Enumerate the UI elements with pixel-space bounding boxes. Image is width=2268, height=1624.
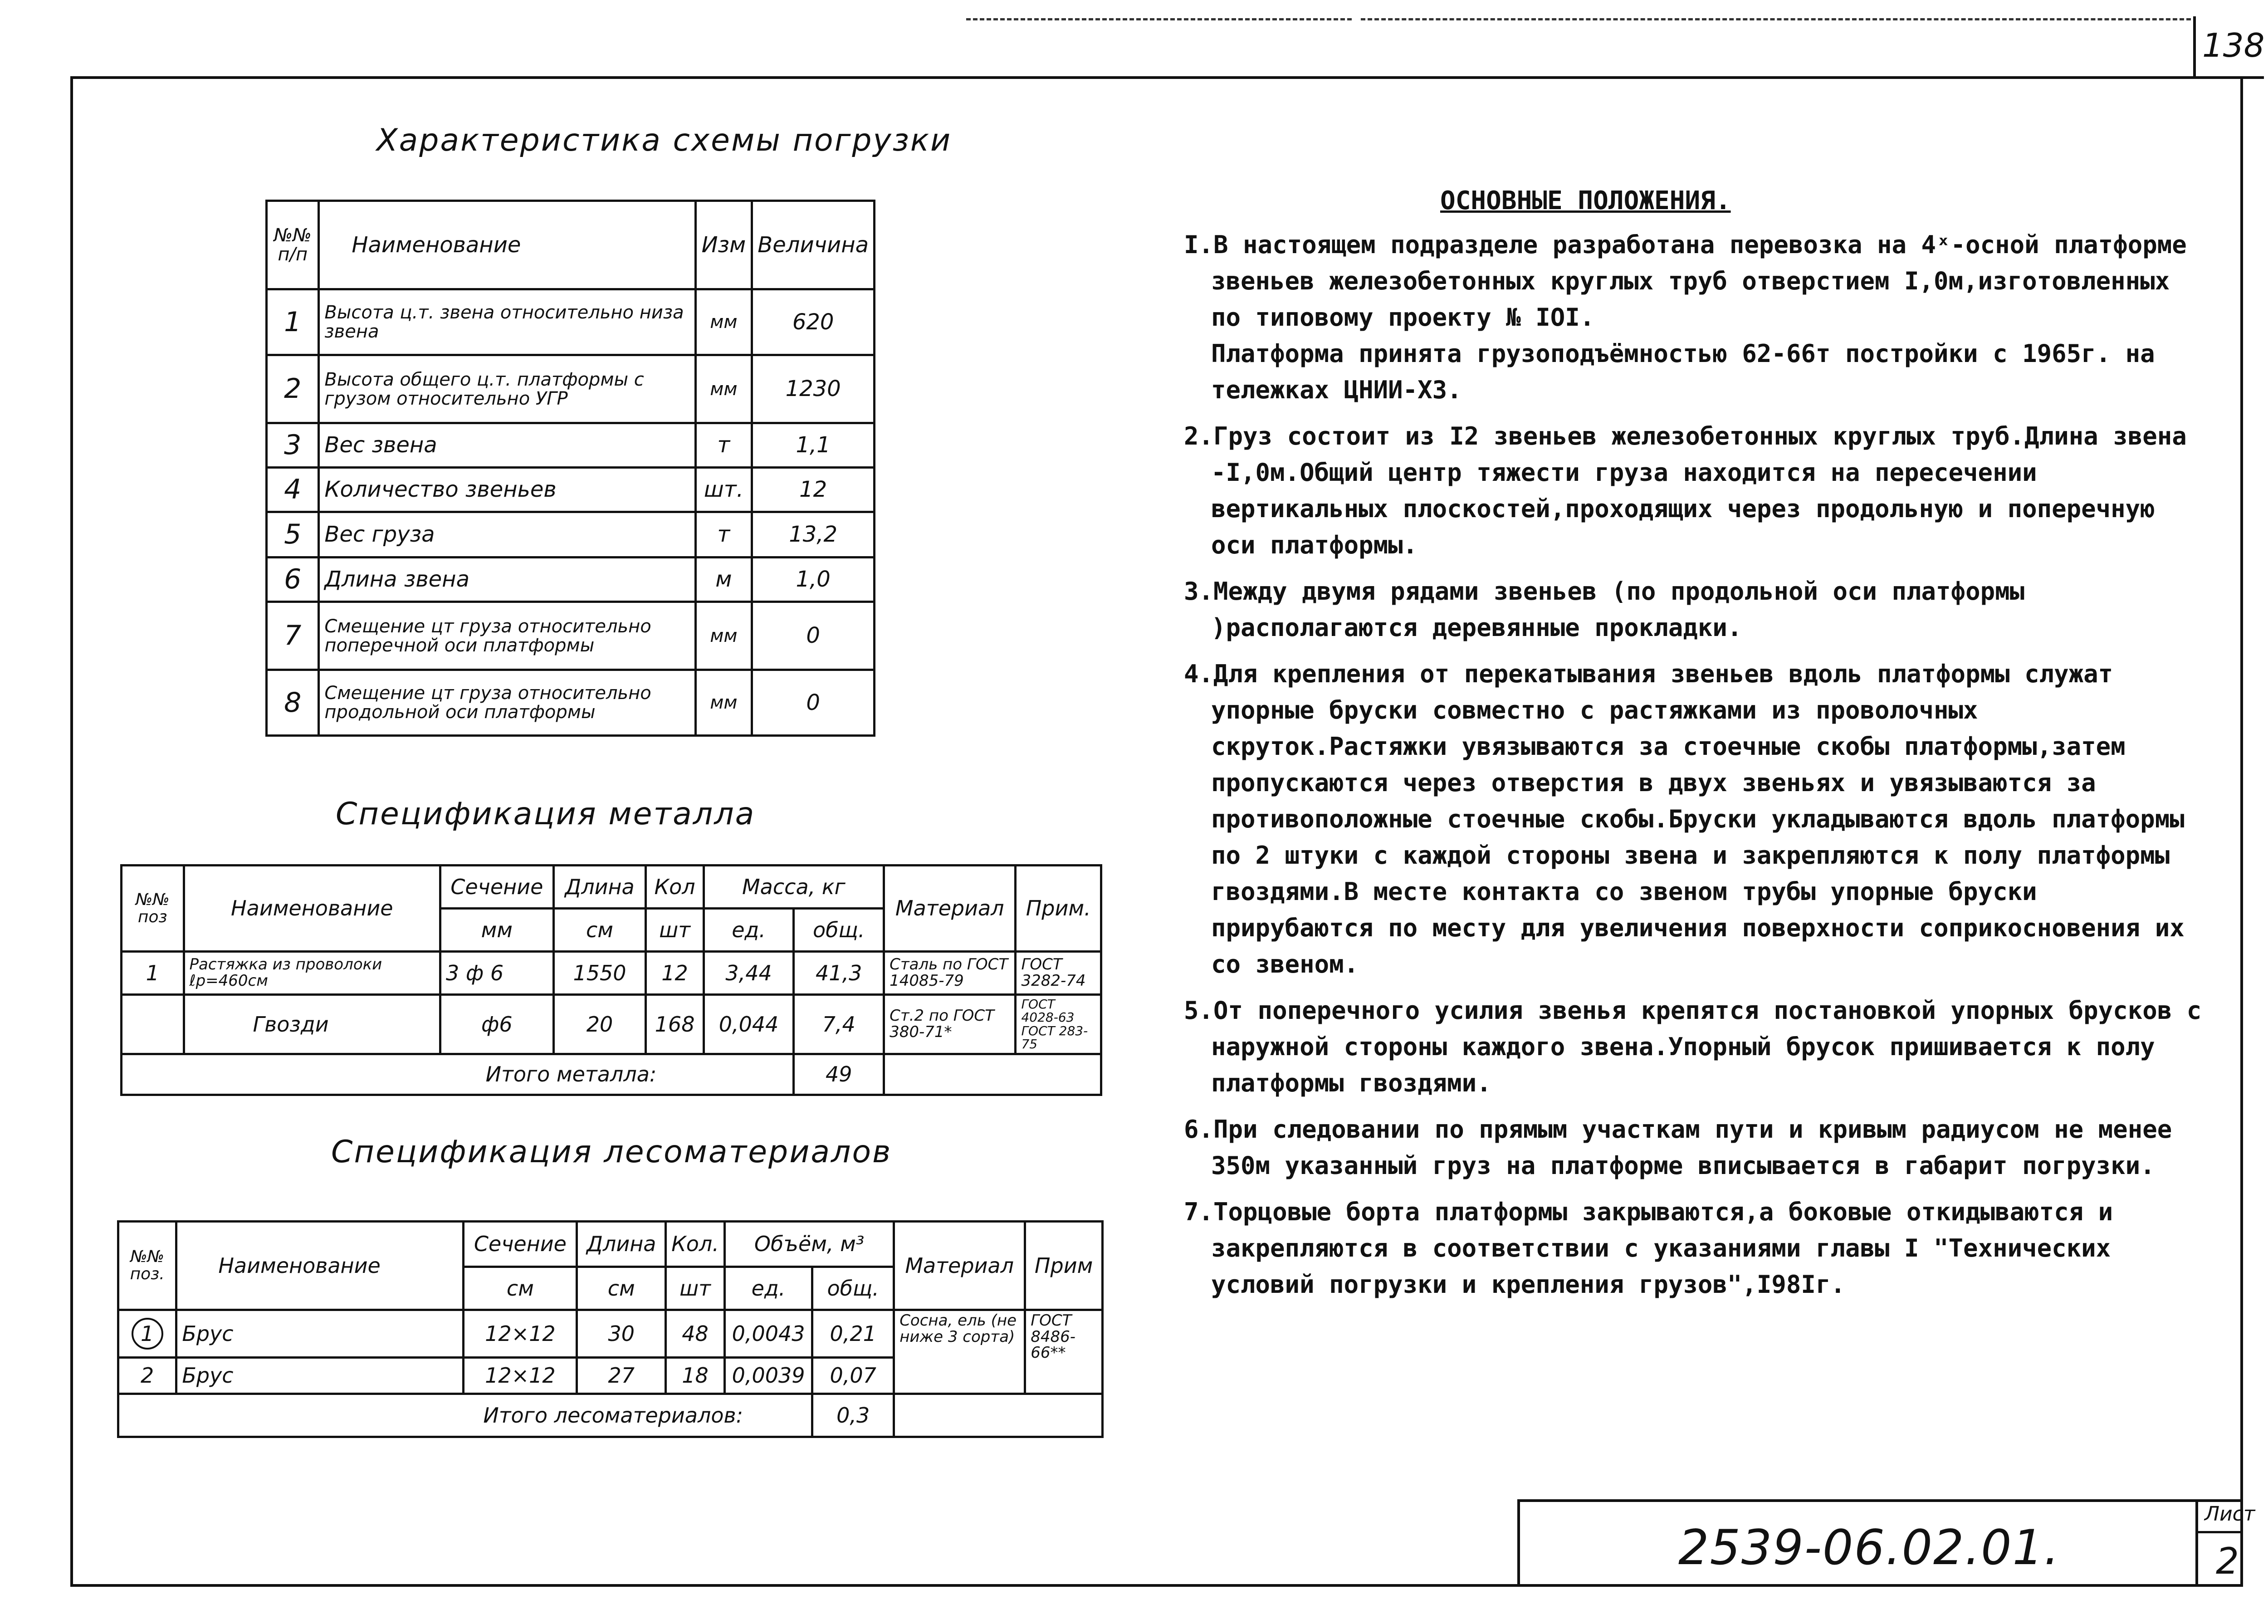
sheet-label: Лист <box>2204 1502 2255 1526</box>
wood-row-length: 30 <box>577 1310 666 1358</box>
metal-row <box>122 995 1101 1054</box>
metal-row-name: Гвозди <box>184 995 440 1054</box>
metal-header-pos: №№ поз <box>122 866 184 952</box>
scheme-row-unit: м <box>695 558 752 602</box>
scheme-row-value: 12 <box>752 468 875 512</box>
scheme-row-unit: мм <box>695 670 752 736</box>
wood-title: Спецификация лесоматериалов <box>331 1134 892 1170</box>
metal-row-mass-unit: 0,044 <box>704 995 794 1054</box>
wood-header-pos: №№ поз. <box>118 1222 176 1310</box>
main-paragraph: 7.Торцовые борта платформы закрываются,а боковые откидываются и закрепляются в соответствии с указаниями главы I "Технических условий погрузки и крепления грузов",I98Iг. <box>1184 1198 2128 1299</box>
title-block-separator <box>2195 1499 2198 1587</box>
scheme-row <box>267 670 875 736</box>
metal-row-section: 3 ф 6 <box>440 952 554 995</box>
metal-header-name: Наименование <box>184 866 440 952</box>
wood-row-name: Брус <box>176 1310 464 1358</box>
wood-header-volume-total: общ. <box>812 1267 894 1310</box>
wood-row-name: Брус <box>176 1358 464 1394</box>
metal-header-length-unit: см <box>553 909 646 952</box>
metal-header-section-unit: мм <box>440 909 554 952</box>
wood-row-qty: 48 <box>666 1310 725 1358</box>
scheme-row-name: Количество звеньев <box>319 468 695 512</box>
metal-header-qty: Кол <box>646 866 704 909</box>
wood-header-section: Сечение <box>464 1222 577 1267</box>
scheme-row-num: 2 <box>267 355 319 423</box>
wood-row-volume-unit: 0,0043 <box>724 1310 812 1358</box>
metal-header-qty-unit: шт <box>646 909 704 952</box>
scheme-row-name: Высота ц.т. звена относительно низа звена <box>319 289 695 355</box>
scheme-row <box>267 289 875 355</box>
metal-row-material: Сталь по ГОСТ 14085-79 <box>884 952 1016 995</box>
scheme-row-value: 1,1 <box>752 423 875 468</box>
metal-header-mass: Масса, кг <box>704 866 884 909</box>
wood-row-pos <box>118 1310 176 1358</box>
scheme-row <box>267 558 875 602</box>
metal-header-material: Материал <box>884 866 1016 952</box>
metal-header-mass-unit: ед. <box>704 909 794 952</box>
scheme-row-unit: шт. <box>695 468 752 512</box>
wood-row <box>118 1310 1103 1358</box>
wood-header-name: Наименование <box>176 1222 464 1310</box>
metal-header-length: Длина <box>553 866 646 909</box>
main-paragraph: 2.Груз состоит из I2 звеньев железобетонных круглых труб.Длина звена -I,0м.Общий центр тяжести груза находится на пересечении вертикальных плоскостей,проходящих через продольную и поперечную оси платформы. <box>1184 422 2202 559</box>
scheme-header-unit: Изм <box>695 201 752 289</box>
wood-row-pos: 2 <box>118 1358 176 1394</box>
main-title: ОСНОВНЫЕ ПОЛОЖЕНИЯ. <box>1440 186 1731 215</box>
scheme-row-num: 8 <box>267 670 319 736</box>
scheme-row <box>267 355 875 423</box>
wood-material: Сосна, ель (не ниже 3 сорта) <box>894 1310 1025 1394</box>
main-paragraph: 6.При следовании по прямым участкам пути и кривым радиусом не менее 350м указанный груз на платформе вписывается в габарит погрузки. <box>1184 1115 2187 1180</box>
scheme-row-num: 6 <box>267 558 319 602</box>
scheme-row-num: 4 <box>267 468 319 512</box>
wood-row-pos-circle: 1 <box>132 1318 163 1350</box>
wood-header-material: Материал <box>894 1222 1025 1310</box>
metal-header-mass-total: общ. <box>794 909 884 952</box>
wood-header-volume: Объём, м³ <box>724 1222 894 1267</box>
scheme-row-unit: т <box>695 512 752 558</box>
scheme-row-name: Вес груза <box>319 512 695 558</box>
scheme-row-name: Вес звена <box>319 423 695 468</box>
scheme-row-value: 0 <box>752 670 875 736</box>
sheet-page-number: 2 <box>2216 1540 2239 1582</box>
metal-total-empty <box>884 1054 1101 1095</box>
metal-row-material: Ст.2 по ГОСТ 380-71* <box>884 995 1016 1054</box>
scheme-row-unit: мм <box>695 355 752 423</box>
wood-header-volume-unit: ед. <box>724 1267 812 1310</box>
metal-row-name: Растяжка из проволоки ℓр=460см <box>184 952 440 995</box>
scheme-table <box>265 200 875 737</box>
metal-row-note: ГОСТ 4028-63 ГОСТ 283-75 <box>1016 995 1101 1054</box>
scheme-row-unit: мм <box>695 289 752 355</box>
metal-row-mass-unit: 3,44 <box>704 952 794 995</box>
metal-title: Спецификация металла <box>336 796 756 832</box>
metal-row <box>122 952 1101 995</box>
metal-row-qty: 168 <box>646 995 704 1054</box>
main-paragraph: 5.От поперечного усилия звенья крепятся постановкой упорных брусков с наружной стороны каждого звена.Упорный брусок пришивается к полу платформы гвоздями. <box>1184 996 2216 1097</box>
scheme-header-name: Наименование <box>319 201 695 289</box>
title-block-divider <box>2195 1531 2243 1533</box>
metal-row-length: 1550 <box>553 952 646 995</box>
scheme-row <box>267 602 875 670</box>
wood-header-qty-unit: шт <box>666 1267 725 1310</box>
document-code: 2539-06.02.01. <box>1678 1520 2060 1575</box>
wood-total-label: Итого лесоматериалов: <box>118 1394 812 1437</box>
wood-row-length: 27 <box>577 1358 666 1394</box>
metal-row-pos <box>122 995 184 1054</box>
top-dash-line-2 <box>1361 18 2191 20</box>
metal-table <box>120 864 1102 1096</box>
wood-total-value: 0,3 <box>812 1394 894 1437</box>
scheme-row <box>267 512 875 558</box>
wood-table <box>117 1220 1104 1438</box>
scheme-row-num: 7 <box>267 602 319 670</box>
scheme-row-value: 13,2 <box>752 512 875 558</box>
metal-row-note: ГОСТ 3282-74 <box>1016 952 1101 995</box>
wood-row-volume-unit: 0,0039 <box>724 1358 812 1394</box>
wood-header-qty: Кол. <box>666 1222 725 1267</box>
wood-row-section: 12×12 <box>464 1310 577 1358</box>
scheme-row-num: 5 <box>267 512 319 558</box>
scheme-title: Характеристика схемы погрузки <box>376 122 952 158</box>
metal-total-value: 49 <box>794 1054 884 1095</box>
scheme-row-name: Длина звена <box>319 558 695 602</box>
wood-total-empty <box>894 1394 1103 1437</box>
scheme-row-value: 620 <box>752 289 875 355</box>
scheme-header-value: Величина <box>752 201 875 289</box>
main-paragraph: I.В настоящем подразделе разработана перевозка на 4ˣ-осной платформе звеньев железобетонных круглых труб отверстием I,0м,изготовленных по типовому проекту № IOI. Платформа принята грузоподъёмностью 62-66т постройки с 1965г. на тележках ЦНИИ-Х3. <box>1184 230 2187 404</box>
metal-row-qty: 12 <box>646 952 704 995</box>
scheme-row <box>267 423 875 468</box>
scheme-row-num: 1 <box>267 289 319 355</box>
wood-row-volume-total: 0,07 <box>812 1358 894 1394</box>
wood-header-section-unit: см <box>464 1267 577 1310</box>
scheme-row-value: 1230 <box>752 355 875 423</box>
wood-header-length-unit: см <box>577 1267 666 1310</box>
metal-row-mass-total: 7,4 <box>794 995 884 1054</box>
scheme-row-value: 1,0 <box>752 558 875 602</box>
wood-row-section: 12×12 <box>464 1358 577 1394</box>
wood-row-qty: 18 <box>666 1358 725 1394</box>
scheme-row-value: 0 <box>752 602 875 670</box>
wood-note: ГОСТ 8486-66** <box>1025 1310 1103 1394</box>
main-paragraph: 3.Между двумя рядами звеньев (по продольной оси платформы )располагаются деревянные прокладки. <box>1184 577 2039 642</box>
metal-header-section: Сечение <box>440 866 554 909</box>
main-text <box>1184 227 2214 1313</box>
scheme-row-name: Смещение цт груза относительно поперечной оси платформы <box>319 602 695 670</box>
metal-row-length: 20 <box>553 995 646 1054</box>
wood-row-volume-total: 0,21 <box>812 1310 894 1358</box>
metal-row-section: ф6 <box>440 995 554 1054</box>
top-dash-line-1 <box>966 18 1352 20</box>
wood-header-note: Прим <box>1025 1222 1103 1310</box>
scheme-row <box>267 468 875 512</box>
scheme-row-name: Смещение цт груза относительно продольной оси платформы <box>319 670 695 736</box>
metal-total-label: Итого металла: <box>122 1054 794 1095</box>
scheme-row-name: Высота общего ц.т. платформы с грузом относительно УГР <box>319 355 695 423</box>
scheme-row-num: 3 <box>267 423 319 468</box>
scheme-header-num: №№ п/п <box>267 201 319 289</box>
metal-row-mass-total: 41,3 <box>794 952 884 995</box>
metal-row-pos: 1 <box>122 952 184 995</box>
main-paragraph: 4.Для крепления от перекатывания звеньев вдоль платформы служат упорные бруски совместно с растяжками из проволочных скруток.Растяжки увязываются за стоечные скобы платформы,затем пропускаются через отверстия в двух звеньях и увязываются за противоположные стоечные скобы.Бруски укладываются вдоль платформы по 2 штуки с каждой стороны звена и закрепляются к полу платформы гвоздями.В месте контакта со звеном трубы упорные бруски прирубаются по месту для увеличения поверхности соприкосновения их со звеном. <box>1184 660 2200 978</box>
wood-header-length: Длина <box>577 1222 666 1267</box>
scheme-row-unit: мм <box>695 602 752 670</box>
sheet-number: 138 <box>2202 26 2265 64</box>
scheme-row-unit: т <box>695 423 752 468</box>
metal-header-note: Прим. <box>1016 866 1101 952</box>
